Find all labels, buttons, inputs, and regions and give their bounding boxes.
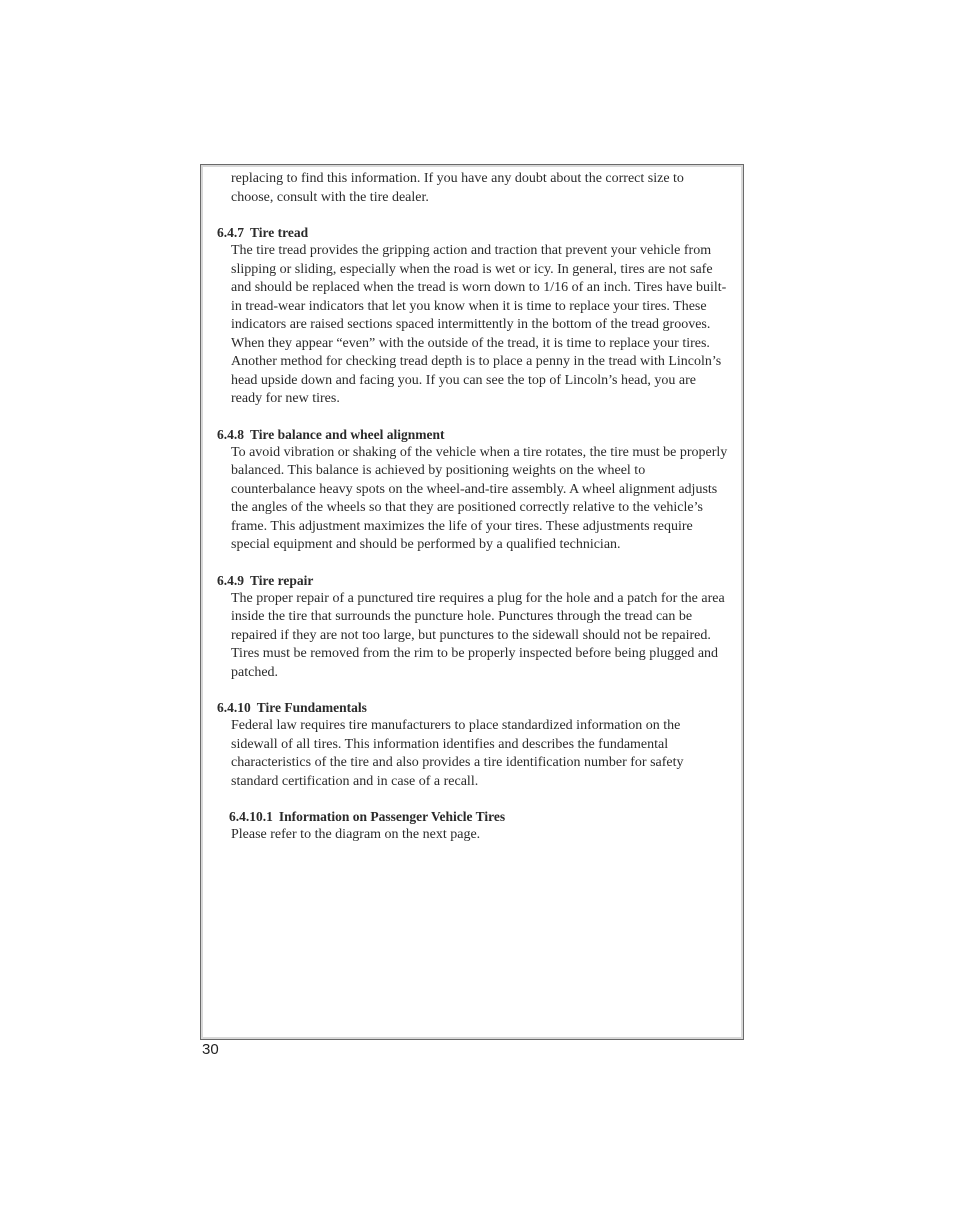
section-tire-balance bbox=[217, 426, 729, 555]
subsection-heading bbox=[229, 808, 729, 826]
section-tire-repair bbox=[217, 572, 729, 683]
section-tire-fundamentals bbox=[217, 699, 729, 791]
page-frame bbox=[200, 164, 744, 1040]
section-body: The proper repair of a punctured tire requires a plug for the hole and a patch for the area inside the tire that surrounds the puncture hole. Punctures through the tread can be repaired if they are not too large, but punctures to the sidewall should not be repaired. Tires must be removed from the rim to be properly inspected before being plugged and patched. bbox=[231, 590, 725, 680]
section-tire-tread bbox=[217, 224, 729, 409]
section-number: 6.4.7 bbox=[217, 225, 244, 240]
section-body: Federal law requires tire manufacturers to place standardized information on the sidewall of all tires. This information identifies and describes the fundamental characteristics of the tire and also provides a tire identification number for safety standard certification and in case of a recall. bbox=[231, 718, 684, 789]
page-number: 30 bbox=[202, 1041, 219, 1058]
page-content bbox=[217, 170, 729, 845]
subsection-title: Information on Passenger Vehicle Tires bbox=[278, 809, 506, 824]
section-number: 6.4.10 bbox=[217, 700, 251, 715]
section-heading bbox=[217, 426, 729, 444]
section-heading bbox=[217, 224, 729, 242]
section-title: Tire tread bbox=[250, 225, 309, 240]
intro-paragraph: replacing to find this information. If you have any doubt about the correct size to choose, consult with the tire dealer. bbox=[231, 171, 684, 205]
section-body: To avoid vibration or shaking of the vehicle when a tire rotates, the tire must be properly balanced. This balance is achieved by positioning weights on the wheel to counterbalance heavy spots on the wheel-and-tire assembly. A wheel alignment adjusts the angles of the wheels so that they are positioned correctly relative to the vehicle’s frame. This adjustment maximizes the life of your tires. These adjustments require special equipment and should be performed by a qualified technician. bbox=[231, 444, 728, 552]
subsection-number: 6.4.10.1 bbox=[229, 809, 273, 824]
section-body: The tire tread provides the gripping action and traction that prevent your vehicle from slipping or sliding, especially when the road is wet or icy. In general, tires are not safe and should be replaced when the tread is worn down to 1/16 of an inch. Tires have built-in tread-wear indicators that let you know when it is time to replace your tires. These indicators are raised sections spaced intermittently in the bottom of the tread grooves. When they appear “even” with the outside of the tread, it is time to replace your tires. Another method for checking tread depth is to place a penny in the tread with Lincoln’s head upside down and facing you. If you can see the top of Lincoln’s head, you are ready for new tires. bbox=[231, 243, 727, 406]
subsection-body: Please refer to the diagram on the next page. bbox=[231, 827, 481, 842]
subsection-passenger-vehicle-tires bbox=[217, 808, 729, 845]
section-title: Tire Fundamentals bbox=[256, 700, 367, 715]
section-heading bbox=[217, 572, 729, 590]
section-title: Tire balance and wheel alignment bbox=[250, 426, 445, 442]
section-title: Tire repair bbox=[250, 572, 314, 588]
section-number: 6.4.8 bbox=[217, 426, 244, 442]
section-heading bbox=[217, 699, 729, 717]
section-number: 6.4.9 bbox=[217, 572, 244, 588]
